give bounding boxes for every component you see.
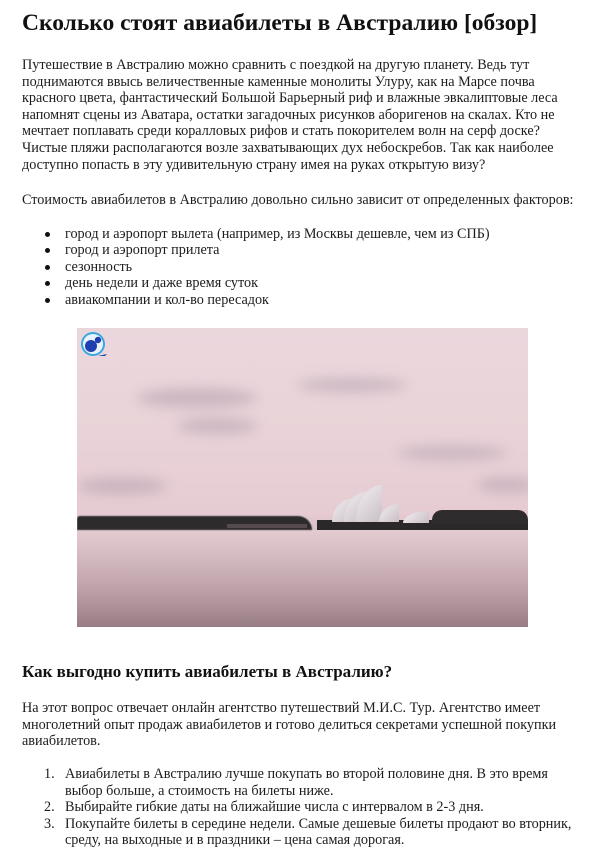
bullet-icon	[45, 232, 50, 237]
bullet-icon	[45, 248, 50, 253]
opera-sail	[403, 511, 429, 523]
list-item	[0, 242, 490, 258]
list-item	[0, 259, 490, 275]
agency-line: авиабилетов.	[22, 733, 101, 750]
factors-intro: Стоимость авиабилетов в Австралию довольно сильно зависит от определенных факторов:	[22, 192, 574, 208]
cloud	[397, 446, 507, 460]
list-item	[0, 292, 490, 308]
list-item-text: город и аэропорт вылета (например, из Москвы дешевле, чем из СПБ)	[65, 226, 490, 242]
list-item-text: выбор больше, а стоимость на билеты ниже.	[65, 782, 334, 799]
list-item	[0, 799, 571, 816]
cloud	[137, 388, 257, 408]
bullet-icon	[45, 298, 50, 303]
list-item-text: сезонность	[65, 258, 133, 275]
cloud	[297, 378, 407, 392]
shoreline-distant	[227, 524, 307, 528]
intro-paragraph	[22, 57, 592, 173]
cloud	[177, 418, 257, 434]
intro-line: Чистые пляжи располагаются возле захватывающих дух небоскребов. Так как наиболее	[22, 139, 554, 156]
list-number: 3.	[44, 815, 55, 832]
agency-line: многолетний опыт продаж авиабилетов и готово делиться секретами успешной покупки	[22, 716, 557, 733]
factors-list	[0, 226, 490, 308]
trees	[432, 510, 528, 524]
list-number: 1.	[44, 766, 55, 782]
cloud	[477, 478, 528, 492]
tips-list	[0, 766, 571, 849]
intro-line: красного цвета, фантастический Большой Барьерный риф и влажные эвкалиптовые леса	[22, 90, 558, 107]
list-item	[0, 275, 490, 291]
article-title: Сколько стоят авиабилеты в Австралию [обзор]	[22, 10, 538, 36]
list-item	[0, 816, 571, 849]
list-number: 2.	[44, 799, 55, 816]
opera-sail	[356, 485, 382, 522]
intro-line: доступно попасть в эту удивительную страну имея на руках открытую визу?	[22, 156, 486, 173]
agency-line: На этот вопрос отвечает онлайн агентство путешествий М.И.С. Тур. Агентство имеет	[22, 700, 541, 716]
sydney-opera-house-photo	[77, 328, 528, 627]
bullet-icon	[45, 281, 50, 286]
intro-line: поднимаются ввысь величественные каменные монолиты Улуру, как на Марсе почва	[22, 73, 535, 90]
agency-paragraph	[22, 700, 556, 750]
list-item-text: город и аэропорт прилета	[65, 242, 220, 259]
intro-line: напомнят сцены из Аватара, остатки загадочных рисунков аборигенов на скалах. Кто не	[22, 106, 555, 123]
list-item	[0, 766, 571, 799]
list-item-text: авиакомпании и кол-во пересадок	[65, 291, 269, 308]
list-item	[0, 226, 490, 242]
travel-agency-logo-icon	[80, 331, 108, 359]
bullet-icon	[45, 265, 50, 270]
cloud	[77, 478, 167, 494]
list-item-text: Выбирайте гибкие даты на ближайшие числа с интервалом в 2-3 дня.	[65, 799, 484, 816]
intro-line: мечтает поплавать среди коралловых рифов и стать покорителем волн на серф доске?	[22, 123, 540, 140]
harbour-water	[77, 530, 528, 627]
list-item-text: день недели и даже время суток	[65, 275, 259, 292]
opera-sail	[379, 504, 399, 522]
section-title: Как выгодно купить авиабилеты в Австралию?	[22, 662, 393, 681]
intro-line: Путешествие в Австралию можно сравнить с поездкой на другую планету. Ведь тут	[22, 57, 530, 73]
list-item-text: Авиабилеты в Австралию лучше покупать во второй половине дня. В это время	[65, 766, 548, 782]
list-item-text: среду, на выходные и в праздники – цена самая дорогая.	[65, 832, 405, 849]
list-item-text: Покупайте билеты в середине недели. Самые дешевые билеты продают во вторник,	[65, 815, 572, 832]
